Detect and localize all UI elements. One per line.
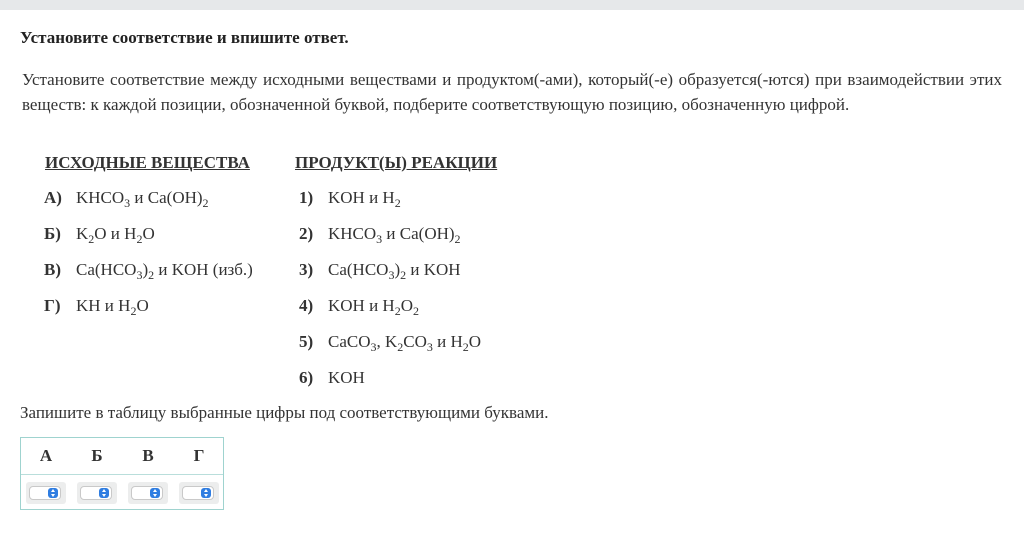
- top-bar: [0, 0, 1024, 10]
- answer-cell-v: [128, 482, 168, 504]
- item-formula: $Ca(HCO_3)_2$ и KOH: [328, 260, 461, 282]
- item-label: 2): [299, 224, 314, 243]
- answer-header-b: Б: [91, 446, 103, 465]
- table-divider: [21, 474, 223, 475]
- answer-table: [20, 437, 224, 510]
- item-formula: $Ca(HCO_3)_2$ и KOH (изб.): [76, 260, 253, 282]
- item-formula: KOH и $H_2O_2$: [328, 296, 419, 318]
- item-formula: $KHCO_3$ и $Ca(OH)_2$: [328, 224, 461, 246]
- item-label: Г): [44, 296, 61, 315]
- right-column-title: ПРОДУКТ(Ы) РЕАКЦИИ: [295, 153, 498, 172]
- left-column-title: ИСХОДНЫЕ ВЕЩЕСТВА: [45, 153, 250, 172]
- select-arrows-icon: [99, 488, 109, 498]
- answer-cell-b: [77, 482, 117, 504]
- left-item-b: [44, 224, 155, 244]
- item-label: Б): [44, 224, 61, 243]
- answer-select-b[interactable]: [80, 486, 112, 500]
- right-item-1: [299, 188, 401, 208]
- item-label: 6): [299, 368, 314, 387]
- item-label: 3): [299, 260, 314, 279]
- item-formula: KH и $H_2O$: [76, 296, 149, 318]
- answer-select-v[interactable]: [131, 486, 163, 500]
- left-item-g: [44, 296, 149, 316]
- left-item-a: [44, 188, 209, 208]
- item-formula: KOH и $H_2$: [328, 188, 401, 210]
- select-arrows-icon: [150, 488, 160, 498]
- answer-cell-g: [179, 482, 219, 504]
- item-formula: $K_2O$ и $H_2O$: [76, 224, 155, 246]
- item-formula: $KHCO_3$ и $Ca(OH)_2$: [76, 188, 209, 210]
- right-item-4: [299, 296, 419, 316]
- select-arrows-icon: [201, 488, 211, 498]
- answer-select-g[interactable]: [182, 486, 214, 500]
- item-label: В): [44, 260, 61, 279]
- item-label: 5): [299, 332, 314, 351]
- select-arrows-icon: [48, 488, 58, 498]
- answer-instruction: Запишите в таблицу выбранные цифры под соответствующими буквами.: [20, 403, 549, 422]
- task-instruction: Установите соответствие между исходными веществами и продуктом(-ами), который(-е) образуется(-ются) при взаимодействии этих веществ: к каждой позиции, обозначенной буквой, подберите соответствующую позицию, обозначенную цифрой.: [22, 70, 1002, 114]
- item-label: 4): [299, 296, 314, 315]
- item-formula: CaCO$_3$, $K_2CO_3$ и $H_2O$: [328, 332, 482, 354]
- answer-cell-a: [26, 482, 66, 504]
- left-item-v: [44, 260, 253, 280]
- item-label: А): [44, 188, 62, 207]
- answer-header-a: А: [39, 446, 53, 465]
- item-label: 1): [299, 188, 314, 207]
- answer-header-g: Г: [193, 446, 205, 465]
- answer-select-a[interactable]: [29, 486, 61, 500]
- answer-header-v: В: [142, 446, 154, 465]
- right-item-6: [299, 368, 365, 388]
- right-item-2: [299, 224, 461, 244]
- item-formula: KOH: [328, 368, 365, 387]
- task-title: Установите соответствие и впишите ответ.: [20, 28, 349, 47]
- right-item-3: [299, 260, 461, 280]
- right-item-5: [299, 332, 481, 352]
